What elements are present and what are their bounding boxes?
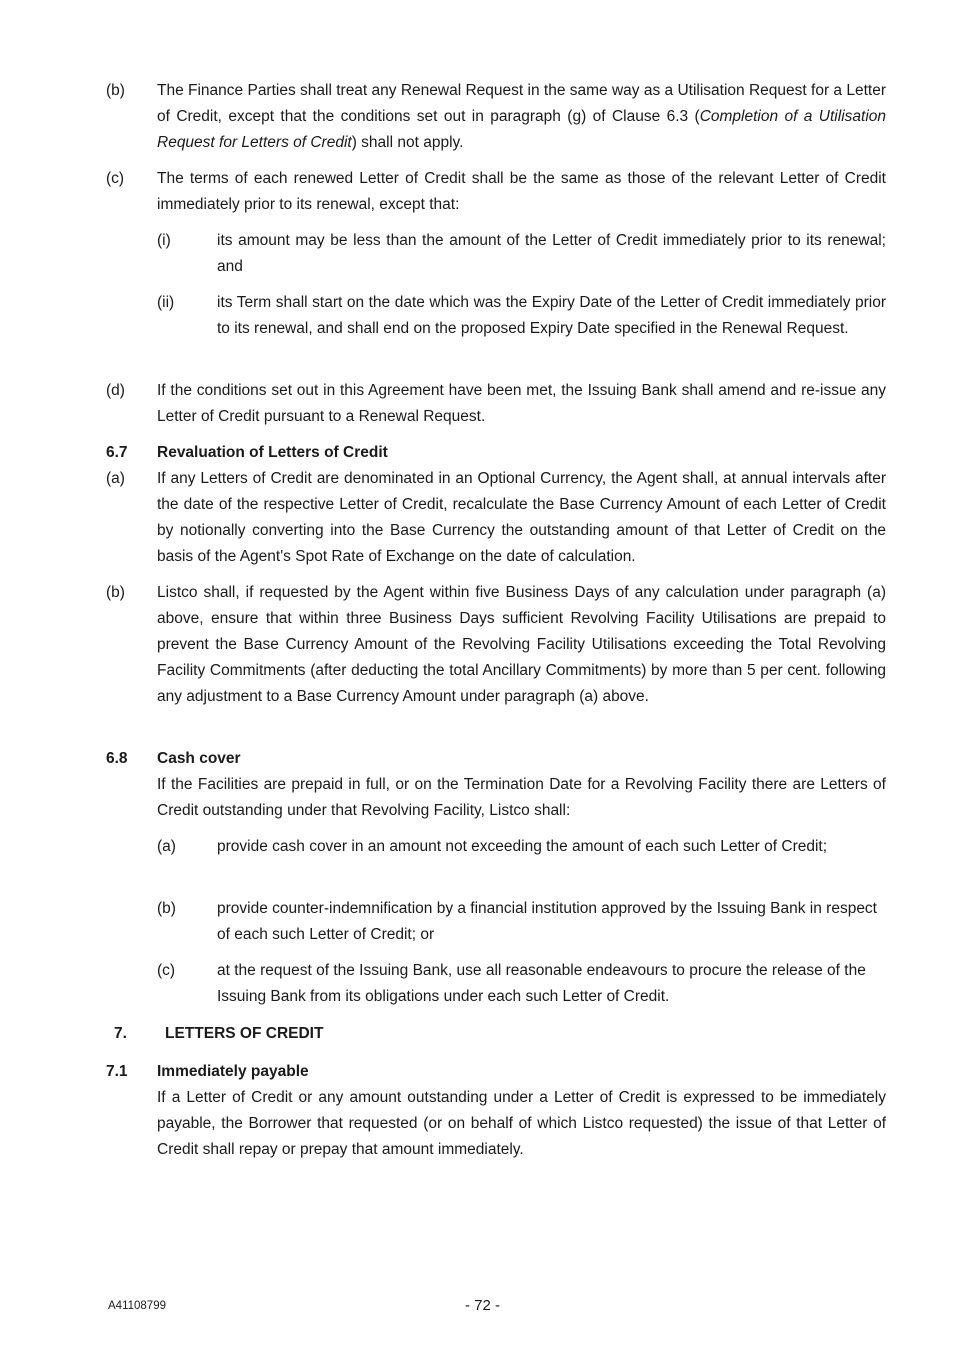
section-7-1-text: If a Letter of Credit or any amount outstanding under a Letter of Credit is expressed to be immediately payable, the Borrower that requested (or on behalf of which Listco requested) the issue of that Letter of Credit shall repay or prepay that amount immediately.	[157, 1089, 886, 1158]
paragraph-text: Listco shall, if requested by the Agent within five Business Days of any calculation under paragraph (a) above, ensure that within three Business Days sufficient Revolving Facility Utilisations are prepaid to prevent the Base Currency Amount of the Revolving Facility Utilisations exceeding the Total Revolving Facility Commitments (after deducting the total Ancillary Commitments) by more than 5 per cent. following any adjustment to a Base Currency Amount under paragraph (a) above.	[157, 584, 886, 705]
paragraph-text: If any Letters of Credit are denominated in an Optional Currency, the Agent shall, at annual intervals after the date of the respective Letter of Credit, recalculate the Base Currency Amount of each Letter of Credit by notionally converting into the Base Currency the outstanding amount of that Letter of Credit on the basis of the Agent's Spot Rate of Exchange on the date of calculation.	[157, 470, 886, 565]
page-number: - 72 -	[464, 1297, 500, 1314]
paragraph-text: The terms of each renewed Letter of Credit shall be the same as those of the relevant Letter of Credit immediately prior to its renewal, except that:	[157, 170, 886, 213]
section-title: Cash cover	[157, 750, 241, 767]
subparagraph-text: at the request of the Issuing Bank, use all reasonable endeavours to procure the release of the Issuing Bank from its obligations under each such Letter of Credit.	[217, 962, 866, 1005]
section-title: Revaluation of Letters of Credit	[157, 444, 388, 461]
paragraph-label: (c)	[106, 170, 125, 187]
document-reference: A41108799	[108, 1300, 166, 1312]
paragraph-label: (b)	[106, 584, 125, 601]
clause-title-italic: Completion of a Utilisation Request for Letters of Credit	[157, 108, 886, 151]
subparagraph-text: its Term shall start on the date which was the Expiry Date of the Letter of Credit immediately prior to its renewal, and shall end on the proposed Expiry Date specified in the Renewal Request.	[217, 294, 886, 337]
section-title: Immediately payable	[157, 1063, 309, 1080]
clause-title: LETTERS OF CREDIT	[165, 1025, 324, 1042]
paragraph-label: (d)	[106, 382, 125, 399]
paragraph-label: (a)	[106, 470, 125, 487]
paragraph-text: If the conditions set out in this Agreement have been met, the Issuing Bank shall amend and re-issue any Letter of Credit pursuant to a Renewal Request.	[157, 382, 886, 425]
clause-number: 7.	[114, 1025, 127, 1042]
subparagraph-text: provide cash cover in an amount not exceeding the amount of each such Letter of Credit;	[217, 838, 828, 855]
subparagraph-text: its amount may be less than the amount of the Letter of Credit immediately prior to its renewal; and	[217, 232, 886, 275]
subparagraph-label: (c)	[157, 962, 176, 979]
section-6-8-intro: If the Facilities are prepaid in full, or on the Termination Date for a Revolving Facility there are Letters of Credit outstanding under that Revolving Facility, Listco shall:	[157, 776, 886, 819]
section-number: 6.7	[106, 444, 128, 461]
section-number: 7.1	[106, 1063, 128, 1080]
paragraph-label: (b)	[106, 82, 125, 99]
subparagraph-label: (b)	[157, 900, 176, 917]
subparagraph-text: provide counter-indemnification by a financial institution approved by the Issuing Bank in respect of each such Letter of Credit; or	[217, 900, 877, 943]
subparagraph-label: (a)	[157, 838, 176, 855]
section-number: 6.8	[106, 750, 128, 767]
subparagraph-label: (i)	[157, 232, 171, 249]
subparagraph-label: (ii)	[157, 294, 175, 311]
paragraph-text: The Finance Parties shall treat any Renewal Request in the same way as a Utilisation Request for a Letter of Credit, except that the conditions set out in paragraph (g) of Clause 6.3 (Completion of a Utilisation Request for Letters of Credit) shall not apply.	[157, 82, 886, 151]
